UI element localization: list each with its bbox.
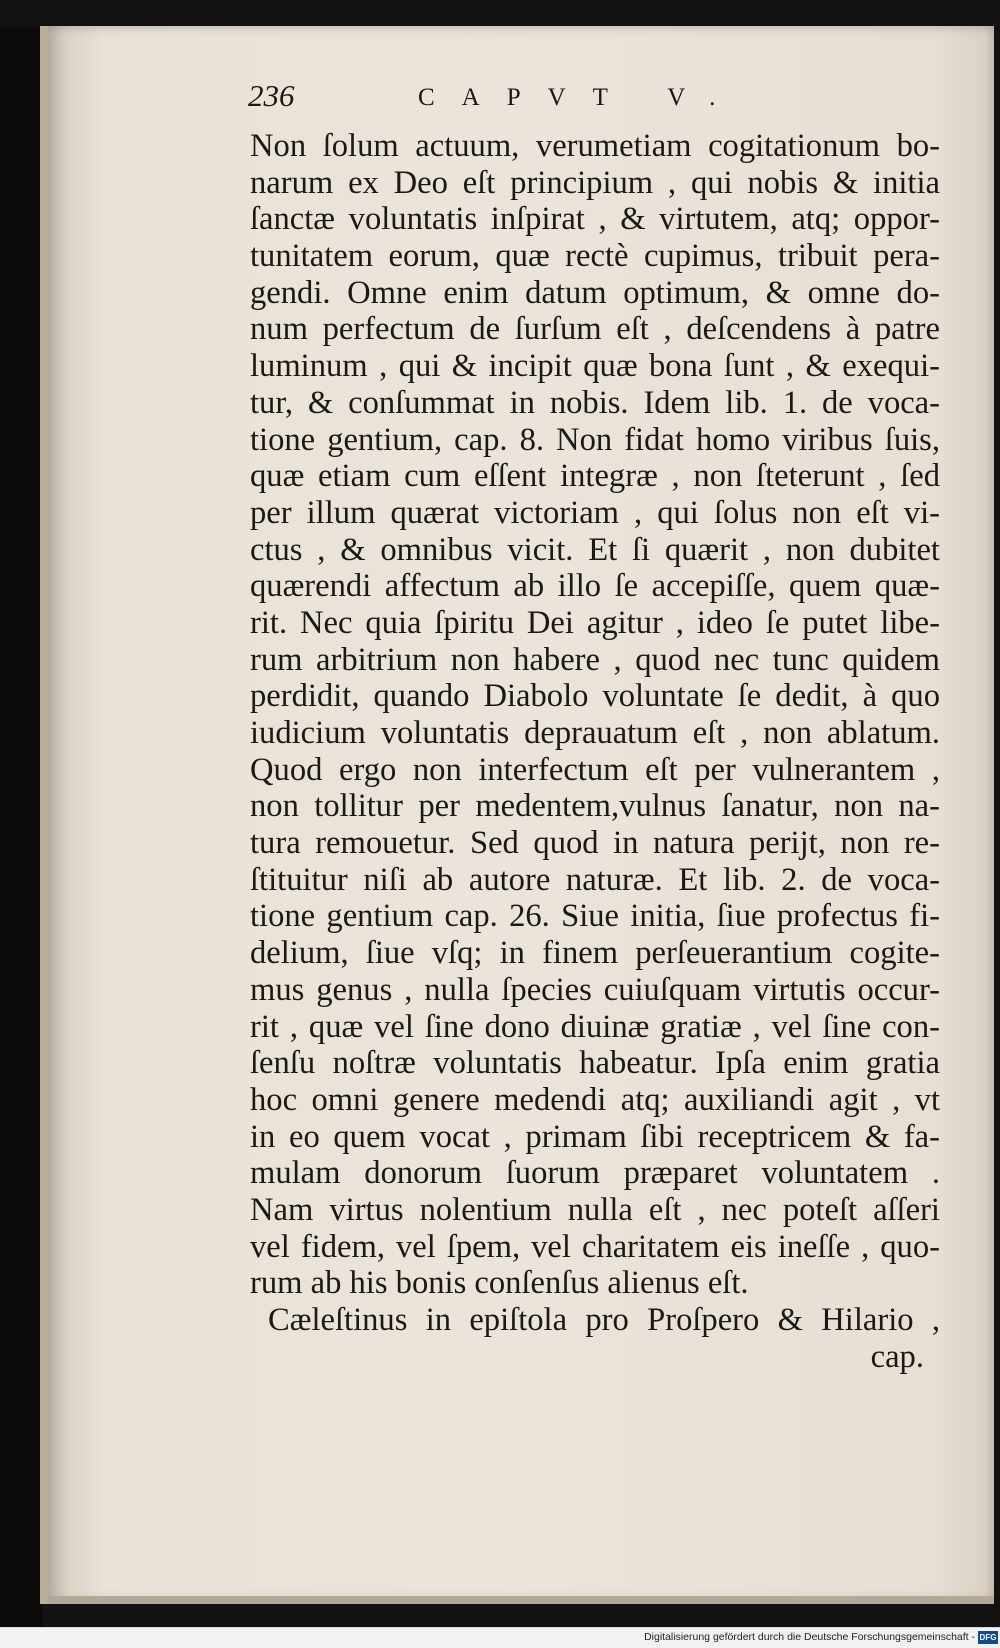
main-text [250, 128, 940, 1375]
text-line: tunitatem eorum, quæ rectè cupimus, tribuit pera- [250, 238, 940, 275]
text-line: ſanctæ voluntatis inſpirat , & virtutem, atq; oppor- [250, 201, 940, 238]
text-line: rum ab his bonis conſenſus alienus eſt. [250, 1265, 749, 1302]
text-line: num perfectum de ſurſum eſt , deſcendens à patre [250, 311, 940, 348]
text-line: vel fidem, vel ſpem, vel charitatem eis ineſſe , quo- [250, 1228, 940, 1265]
text-line: gendi. Omne enim datum optimum, & omne do- [250, 274, 940, 311]
text-line: per illum quærat victoriam , qui ſolus non eſt vi- [250, 494, 940, 531]
running-title: CAPVT V. [418, 84, 743, 111]
footer-credit: Digitalisierung gefördert durch die Deutsche Forschungsgemeinschaft - [644, 1631, 975, 1643]
text-line: Nam virtus nolentium nulla eſt , nec poteſt aſſeri [250, 1191, 940, 1228]
digitization-footer [0, 1627, 1000, 1648]
text-line: mulam donorum ſuorum præparet voluntatem . [250, 1155, 940, 1192]
text-line: non tollitur per medentem,vulnus ſanatur, non na- [250, 788, 940, 825]
scan-top-edge [0, 0, 1000, 28]
text-line: perdidit, quando Diabolo voluntate ſe dedit, à quo [250, 678, 940, 715]
text-line: ſtituitur niſi ab autore naturæ. Et lib. 2. de voca- [250, 861, 940, 898]
page-number: 236 [248, 78, 295, 113]
text-line: tura remouetur. Sed quod in natura perijt, non re- [250, 825, 940, 862]
text-line: mus genus , nulla ſpecies cuiuſquam virtutis occur- [250, 971, 940, 1008]
text-line: ctus , & omnibus vicit. Et ſi quærit , non dubitet [250, 531, 940, 568]
text-line: iudicium voluntatis deprauatum eſt , non ablatum. [250, 715, 940, 751]
text-line: tur, & conſummat in nobis. Idem lib. 1. de voca- [250, 384, 940, 421]
text-line: tione gentium, cap. 8. Non fidat homo viribus ſuis, [250, 421, 940, 458]
text-line: rit , quæ vel ſine dono diuinæ gratiæ , vel ſine con- [250, 1008, 940, 1045]
text-line: quæ etiam cum eſſent integræ , non ſteterunt , ſed [250, 458, 940, 495]
text-line: luminum , qui & incipit quæ bona ſunt , & exequi- [250, 348, 940, 385]
book-cover-edge [0, 0, 42, 1647]
text-line: delium, ſiue vſq; in finem perſeuerantium cogite- [250, 935, 940, 972]
page-header [248, 78, 788, 118]
text-line: in eo quem vocat , primam ſibi receptricem & fa- [250, 1118, 940, 1155]
text-line: quærendi affectum ab illo ſe accepiſſe, quem quæ- [250, 568, 940, 605]
text-line: narum ex Deo eſt principium , qui nobis & initia [250, 164, 940, 201]
text-line: tione gentium cap. 26. Siue initia, ſiue profectus fi- [250, 898, 940, 935]
text-line: rit. Nec quia ſpiritu Dei agitur , ideo ſe putet libe- [250, 604, 940, 641]
text-line: Quod ergo non interfectum eſt per vulnerantem , [250, 751, 940, 788]
catchword: cap. [870, 1338, 924, 1375]
text-line: rum arbitrium non habere , quod nec tunc quidem [250, 641, 940, 678]
page-bottom-edge [48, 1596, 994, 1604]
text-line: Non ſolum actuum, verumetiam cogitationum bo- [250, 128, 940, 164]
text-line: hoc omni genere medendi atq; auxiliandi agit , vt [250, 1081, 940, 1118]
final-paragraph-line: Cæleſtinus in epiſtola pro Proſpero & Hilario , [268, 1302, 940, 1338]
dfg-logo-icon: DFG [979, 1633, 997, 1642]
text-line: ſenſu noſtræ voluntatis habeatur. Ipſa enim gratia [250, 1045, 940, 1082]
